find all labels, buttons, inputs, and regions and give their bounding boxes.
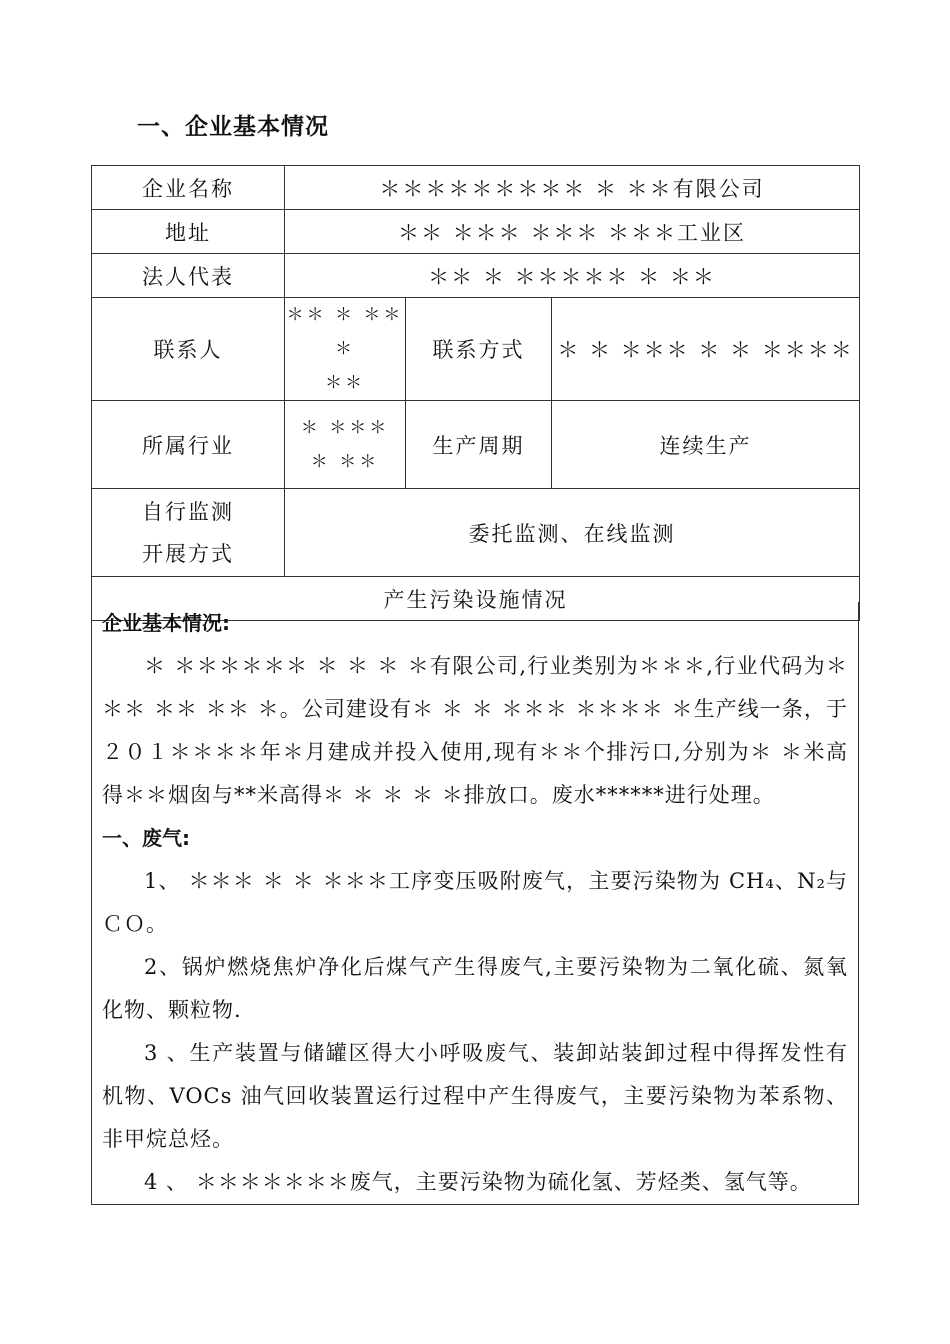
waste-gas-item-1: 1、 ＊＊＊ ＊ ＊ ＊＊＊工序变压吸附废气，主要污染物为 CH₄、N₂与ＣＯ。 bbox=[102, 869, 849, 936]
legal-rep-label: 法人代表 bbox=[92, 254, 285, 298]
company-name-value: ＊＊＊＊＊＊＊＊＊ ＊ ＊＊有限公司 bbox=[285, 166, 860, 210]
contact-value bbox=[285, 298, 406, 401]
industry-label: 所属行业 bbox=[92, 401, 285, 489]
waste-gas-item-3: 3 、生产装置与储罐区得大小呼吸废气、装卸站装卸过程中得挥发性有机物、VOCs 油气回收装置运行过程中产生得废气，主要污染物为苯系物、非甲烷总烃。 bbox=[102, 1041, 848, 1151]
monitoring-label-line2: 开展方式 bbox=[142, 541, 234, 566]
waste-gas-item-4: 4 、 ＊＊＊＊＊＊＊废气，主要污染物为硫化氢、芳烃类、氢气等。 bbox=[144, 1170, 812, 1194]
row-legal-rep bbox=[92, 254, 860, 298]
contact-label: 联系人 bbox=[92, 298, 285, 401]
industry-value bbox=[285, 401, 406, 489]
row-address bbox=[92, 210, 860, 254]
row-contact bbox=[92, 298, 860, 401]
industry-value-line2: ＊ ＊＊ bbox=[310, 451, 380, 472]
contact-value-line2: ＊＊ bbox=[325, 373, 365, 393]
waste-gas-item-2: 2、锅炉燃烧焦炉净化后煤气产生得废气,主要污染物为二氧化硫、氮氧化物、颗粒物. bbox=[102, 955, 848, 1022]
address-label: 地址 bbox=[92, 210, 285, 254]
waste-gas-title: 一、废气: bbox=[102, 826, 190, 850]
monitoring-label bbox=[92, 489, 285, 577]
basic-info-text: ＊ ＊＊＊＊＊＊ ＊ ＊ ＊ ＊有限公司,行业类别为＊＊＊,行业代码为＊＊＊ ＊＊ ＊＊ ＊。公司建设有＊ ＊ ＊ ＊＊＊ ＊＊＊＊ ＊生产线一条，于２０１＊＊＊＊年＊月建成并投入使用,现有＊＊个排污口,分别为＊ ＊米高得＊＊烟囱与**米高得＊ ＊ ＊ ＊ ＊排放口。废水******进行处理。 bbox=[102, 654, 848, 807]
row-monitoring bbox=[92, 489, 860, 577]
monitoring-value: 委托监测、在线监测 bbox=[285, 489, 860, 577]
basic-info-title: 企业基本情况: bbox=[102, 611, 230, 635]
contact-value-line1: ＊＊ ＊ ＊＊＊ bbox=[286, 305, 404, 359]
legal-rep-value: ＊＊ ＊ ＊＊＊＊＊ ＊ ＊＊ bbox=[285, 254, 860, 298]
company-name-label: 企业名称 bbox=[92, 166, 285, 210]
production-cycle-value: 连续生产 bbox=[552, 401, 860, 489]
details-section bbox=[91, 602, 859, 1205]
company-info-table bbox=[91, 165, 860, 621]
contact-method-value: ＊ ＊ ＊＊＊ ＊ ＊ ＊＊＊＊ bbox=[552, 298, 860, 401]
industry-value-line1: ＊ ＊＊＊ bbox=[300, 417, 390, 438]
production-cycle-label: 生产周期 bbox=[406, 401, 552, 489]
pollution-facility-header: 产生污染设施情况 bbox=[92, 577, 860, 621]
section-heading: 一、企业基本情况 bbox=[137, 114, 329, 140]
address-value: ＊＊ ＊＊＊ ＊＊＊ ＊＊＊工业区 bbox=[285, 210, 860, 254]
row-company-name bbox=[92, 166, 860, 210]
monitoring-label-line1: 自行监测 bbox=[142, 499, 234, 524]
contact-method-label: 联系方式 bbox=[406, 298, 552, 401]
row-industry bbox=[92, 401, 860, 489]
